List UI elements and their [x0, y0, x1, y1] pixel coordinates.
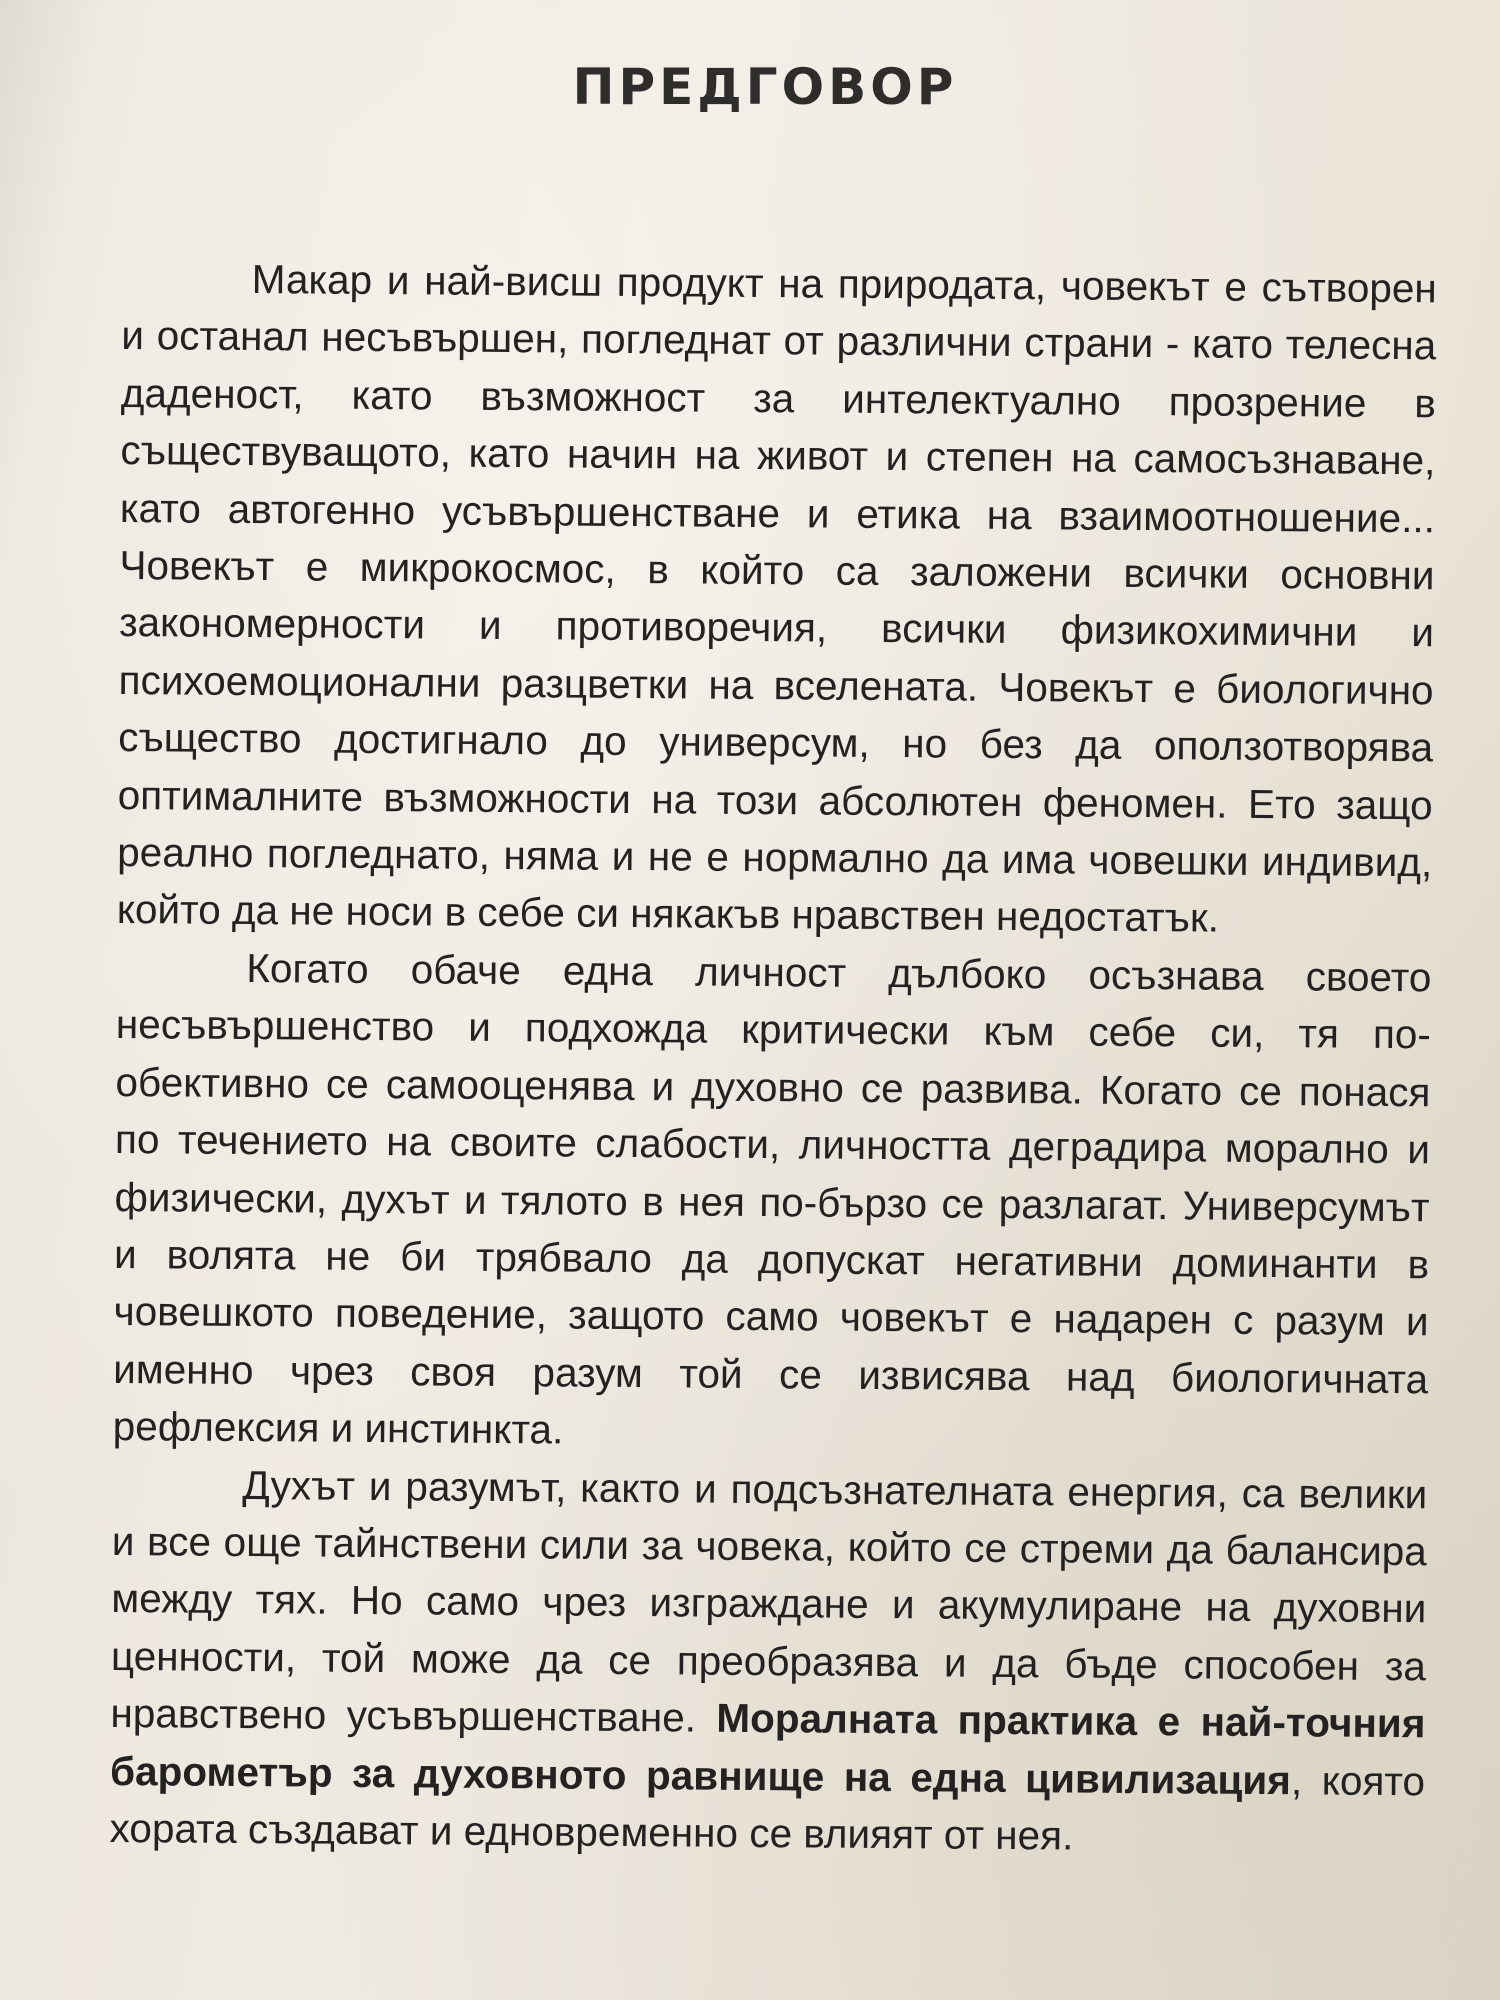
paragraph-3-text: Духът и разумът, както и подсъзнателната енергия, са велики и все още тайнствени сили за човека, който се стреми да балансира между тях. Но само чрез изграждане и акумулиране на духовни ценности, той може да се преобразява и да бъде способен за нравствено усъвършенстване.	[110, 1461, 1428, 1741]
paragraph-3	[109, 1455, 1427, 1867]
paragraph-2: Когато обаче една личност дълбоко осъзнава своето несъвършенство и подхожда критически към себе си, тя по-обективно се самооценява и духовно се развива. Когато се понася по течението на своите слабости, личността деградира морално и физически, духът и тялото в нея по-бързо се разлагат. Универсумът и волята не би трябвало да допускат негативни доминанти в човешкото поведение, защото само човекът е надарен с разум и именно чрез своя разум той се извисява над биологичната рефлексия и инстинкта.	[112, 944, 1432, 1453]
paragraph-3-tail: , която хората създават и едновременно се влияят от нея.	[109, 1756, 1426, 1859]
bold-emphasis: Моралната практика е най-точния барометър за духовното равнище на една цивилизация	[109, 1694, 1426, 1803]
page-title: ПРЕДГОВОР	[572, 58, 958, 116]
paragraph-1: Макар и най-висш продукт на природата, човекът е сътворен и останал несъвършен, погледнат от различни страни - като телесна даденост, като възможност за интелектуално прозрение в съществуващото, като начин на живот и степен на самосъзнаване, като автогенно усъвършенстване и етика на взаимоотношение... Човекът е микрокосмос, в който са заложени всички основни закономерности и противоречия, всички физикохимични и психоемоционални разцветки на вселената. Човекът е биологично същество достигнало до универсум, но без да оползотворява оптималните възможности на този абсолютен феномен. Ето защо реално погледнато, няма и не е нормално да има човешки индивид, който да не носи в себе си някакъв нравствен недостатък.	[116, 256, 1437, 942]
body-text	[109, 250, 1437, 1868]
